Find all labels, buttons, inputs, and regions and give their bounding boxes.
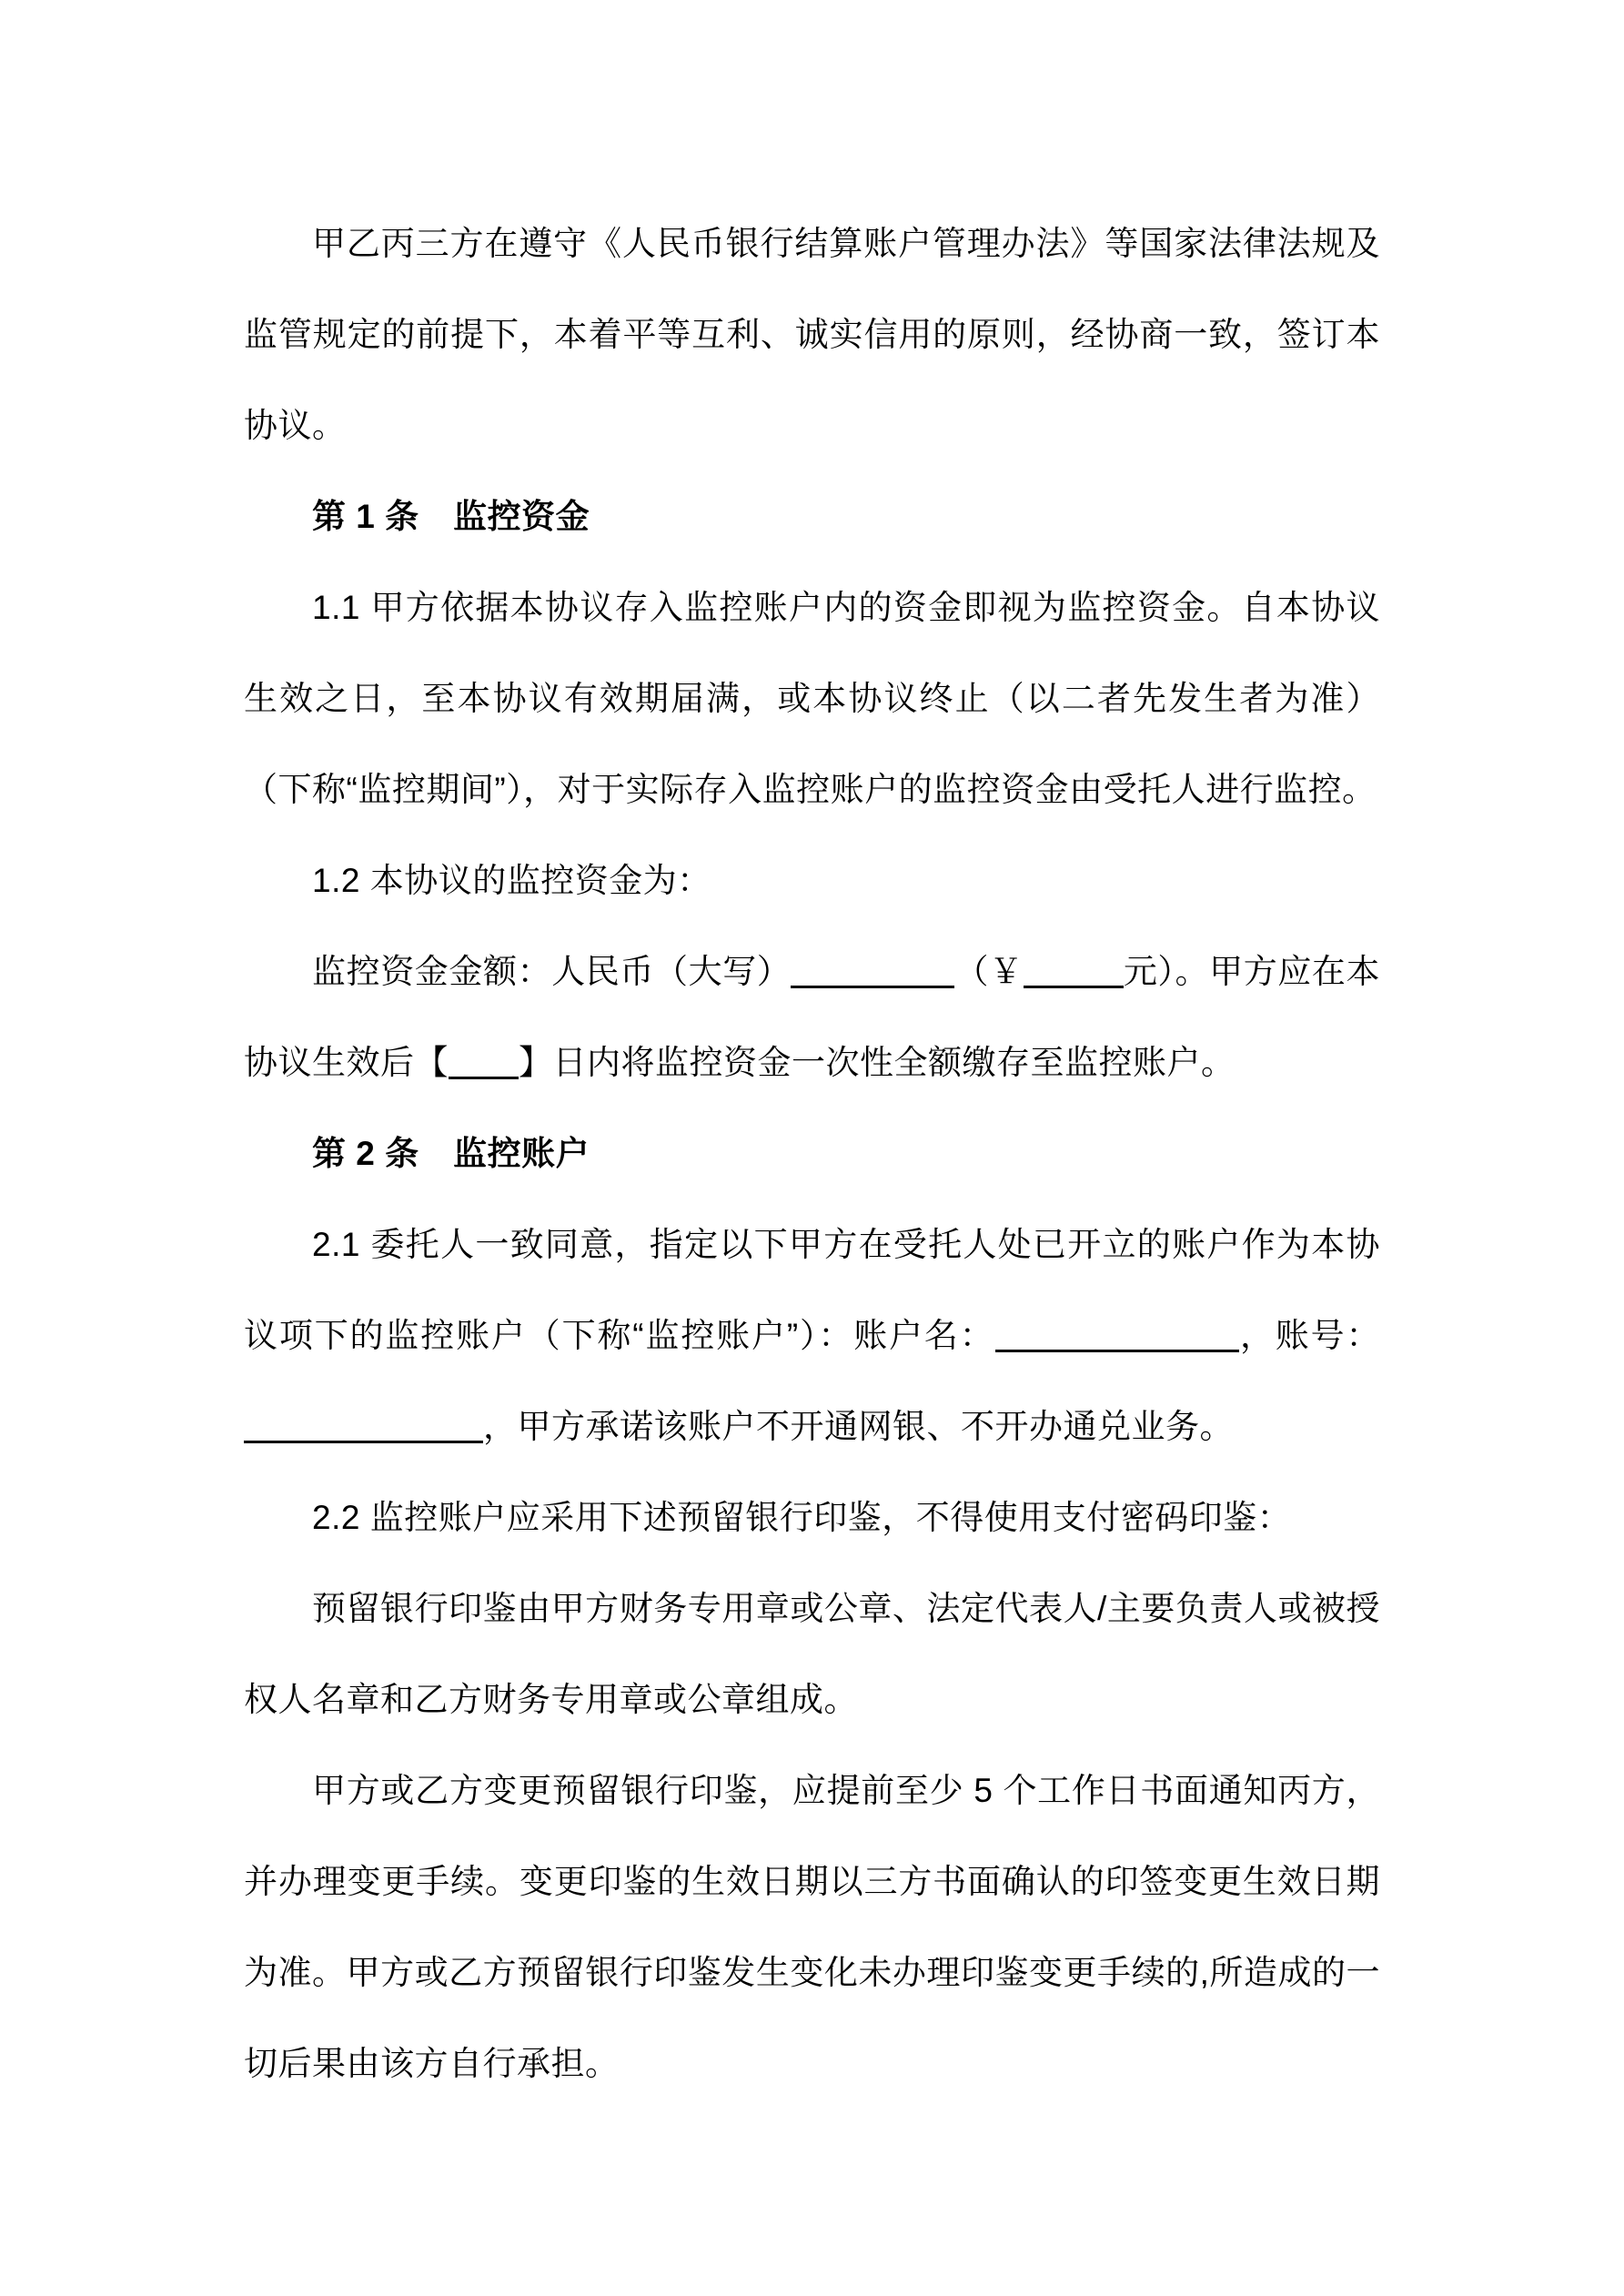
fill-in-blank-line <box>791 960 954 988</box>
monitored-amount-paragraph <box>244 926 1380 1108</box>
text-run: 1.1 甲方依据本协议存入监控账户内的资金即视为监控资金。自本协议生效之日，至本协议有效期届满，或本协议终止（以二者先发生者为准）（下称“监控期间”），对于实际存入监控账户的监控资金由受托人进行监控。 <box>244 589 1380 808</box>
fill-in-blank-line <box>244 1415 483 1443</box>
seal-composition-paragraph <box>244 1563 1380 1745</box>
fill-in-blank-line <box>1024 960 1124 988</box>
fill-in-blank-line <box>995 1324 1239 1352</box>
document-body <box>244 198 1380 2109</box>
text-run: 预留银行印鉴由甲方财务专用章或公章、法定代表人/主要负责人或被授权人名章和乙方财务专用章或公章组成。 <box>244 1590 1380 1718</box>
clause-2-1-paragraph <box>244 1199 1380 1472</box>
text-run: 】日内将监控资金一次性全额缴存至监控账户。 <box>519 1044 1236 1081</box>
text-run: （￥ <box>954 953 1024 990</box>
text-run: 甲方或乙方变更预留银行印鉴，应提前至少 5 个工作日书面通知丙方，并办理变更手续。变更印鉴的生效日期以三方书面确认的印签变更生效日期为准。甲方或乙方预留银行印鉴发生变化未办理印鉴变更手续的,所造成的一切后果由该方自行承担。 <box>244 1772 1380 2082</box>
article-1-heading <box>244 471 1380 562</box>
text-run: 第 1 条 监控资金 <box>312 498 590 535</box>
text-run: ，甲方承诺该账户不开通网银、不开办通兑业务。 <box>483 1408 1234 1445</box>
text-run: 2.1 委托人一致同意，指定以下甲方在受托人处已开立的账户作为本协议项下的监控账户（下称“监控账户”）：账户名： <box>244 1226 1380 1354</box>
text-run: 元）。甲方应在本协议生效后【 <box>244 953 1381 1081</box>
article-2-heading <box>244 1108 1380 1199</box>
text-run: 2.2 监控账户应采用下述预留银行印鉴，不得使用支付密码印鉴： <box>312 1499 1292 1536</box>
clause-1-1-paragraph <box>244 562 1380 835</box>
clause-1-2-paragraph <box>244 835 1380 926</box>
fill-in-blank-line <box>449 1051 519 1079</box>
text-run: 甲乙丙三方在遵守《人民币银行结算账户管理办法》等国家法律法规及监管规定的前提下，本着平等互利、诚实信用的原则，经协商一致，签订本协议。 <box>244 225 1380 444</box>
text-run: 第 2 条 监控账户 <box>312 1135 590 1172</box>
text-run: 监控资金金额：人民币（大写） <box>312 953 792 990</box>
text-run: 1.2 本协议的监控资金为： <box>312 862 711 899</box>
seal-change-paragraph <box>244 1745 1380 2109</box>
clause-2-2-paragraph <box>244 1472 1380 1563</box>
intro-paragraph <box>244 198 1380 471</box>
text-run: ，账号： <box>1238 1317 1380 1354</box>
